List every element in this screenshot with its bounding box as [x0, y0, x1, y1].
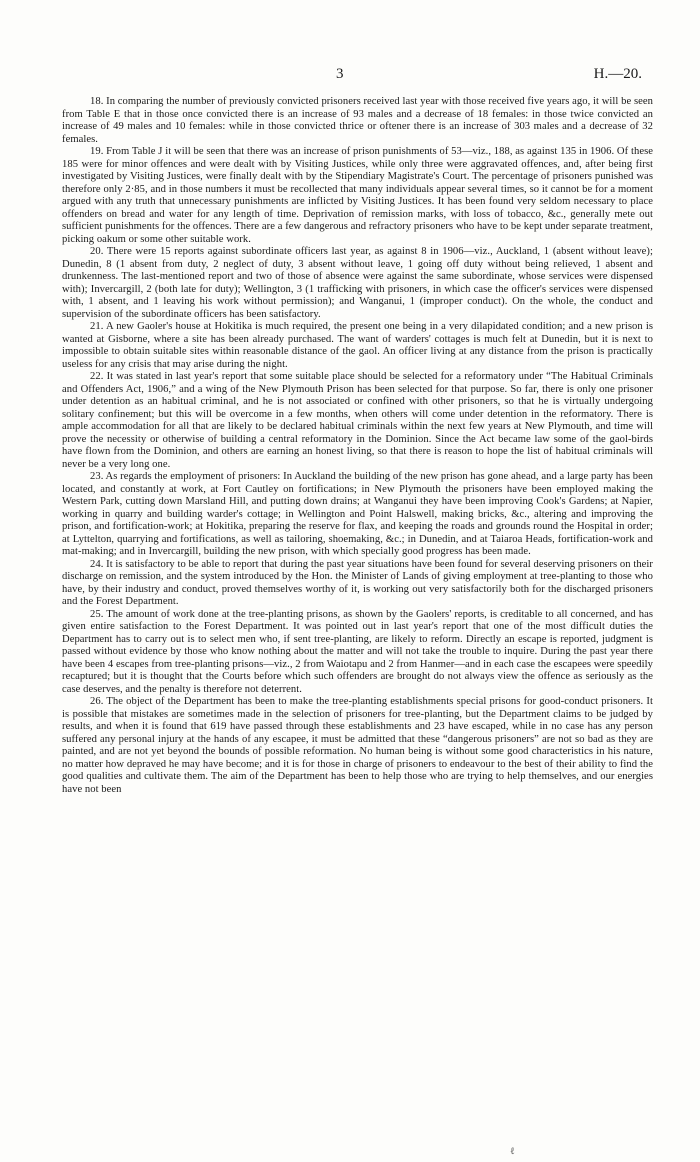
paragraph-26: 26. The object of the Department has been to make the tree-planting establishments special prisons for good-conduct prisoners. It is possible that mistakes are sometimes made in the selection of prisoners for tree-planting, but the Department claims to be judged by results, and when it is found that 619 have passed through these establishments and 23 have escaped, while in no case has any person suffered any personal injury at the hands of any escapee, it must be admitted that these “dangerous prisoners” are not so bad as they are painted, and are not yet beyond the bounds of possible reformation. No human being is without some good characteristics in his nature, no matter how depraved he may have become; and it is for those in charge of prisoners to endeavour to the best of their ability to find the good qualities and cultivate them. The aim of the Department has been to help those who are trying to help themselves, and our energies have not been [62, 696, 653, 795]
paragraph-21: 21. A new Gaoler's house at Hokitika is much required, the present one being in a very dilapidated condition; and a new prison is wanted at Gisborne, where a site has been already purchased. The want of warders' cottages is much felt at Dunedin, but it is next to impossible to obtain suitable sites within reasonable distance of the gaol. An officer living at any distance from the prison is practically useless for any crisis that may arise during the night. [62, 321, 653, 370]
stray-mark: ℓ [510, 1146, 515, 1157]
body-text [62, 96, 653, 796]
paragraph-23: 23. As regards the employment of prisoners: In Auckland the building of the new prison has gone ahead, and a large party has been located, and constantly at work, at Fort Cautley on fortifications; in New Plymouth the prisoners have been employed making the Western Park, cutting down Marsland Hill, and putting down drains; at Wanganui they have been improving Cook's Gardens; at Napier, working in quarry and building warder's cottage; in Wellington and Point Halswell, making bricks, &c., altering and improving the prison, and fortification-work; at Hokitika, preparing the reserve for flax, and keeping the roads and grounds round the Hospital in order; at Lyttelton, quarrying and fortifications, as well as tailoring, shoemaking, &c.; in Dunedin, and at Taiaroa Heads, fortification-work and mat-making; and in Invercargill, building the new prison, with which specially good progress has been made. [62, 471, 653, 557]
page-header [0, 66, 700, 86]
document-reference: H.—20. [593, 66, 642, 82]
paragraph-18: 18. In comparing the number of previously convicted prisoners received last year with those received five years ago, it will be seen from Table E that in those once convicted there is an increase of 93 males and a decrease of 18 females: in those twice convicted an increase of 49 males and 10 females: while in those convicted thrice or oftener there is an increase of 303 males and a decrease of 32 females. [62, 96, 653, 145]
paragraph-22: 22. It was stated in last year's report that some suitable place should be selected for a reformatory under “The Habitual Criminals and Offenders Act, 1906,” and a wing of the New Plymouth Prison has been selected for that purpose. So far, there is only one prisoner under detention as an habitual criminal, and he is not associated or confined with other prisoners, so that he is virtually undergoing solitary confinement; but this will be overcome in a few months, when others will come under detention in the reformatory. There is ample accommodation for all that are likely to be declared habitual criminals within the next few years at New Plymouth, and time will prove the necessity or otherwise of building a central reformatory in the Dominion. Since the Act became law some of the gaol-birds have flown from the Dominion, and others are earning an honest living, so that there is reason to hope the list of habitual criminals will never be a very long one. [62, 371, 653, 470]
paragraph-25: 25. The amount of work done at the tree-planting prisons, as shown by the Gaolers' reports, is creditable to all concerned, and has given entire satisfaction to the Forest Department. It was pointed out in last year's report that one of the most difficult duties the Department has to carry out is to select men who, if sent tree-planting, are likely to reform. Directly an escape is reported, judgment is passed without evidence by those who know nothing about the matter and will not take the trouble to inquire. During the past year there have been 4 escapes from tree-planting prisons—viz., 2 from Waiotapu and 2 from Hanmer—and in each case the escapees were speedily recaptured; but it is thought that the Courts before which such offenders are brought do not always view the offence as seriously as the case deserves, and the penalty is therefore not deterrent. [62, 608, 653, 695]
paragraph-24: 24. It is satisfactory to be able to report that during the past year situations have been found for several deserving prisoners on their discharge on remission, and the system introduced by the Hon. the Minister of Lands of giving employment at tree-planting to those who have, by their industry and conduct, proved themselves worthy of it, is working out very satisfactorily both for the discharged prisoners and the Forest Department. [62, 558, 653, 607]
page-number: 3 [336, 66, 344, 82]
paragraph-20: 20. There were 15 reports against subordinate officers last year, as against 8 in 1906—viz., Auckland, 1 (absent without leave); Dunedin, 8 (1 absent from duty, 2 neglect of duty, 3 absent without leave, 1 going off duty without being relieved, 1 absent and drunkenness. The last-mentioned report and two of those of absence were against the same subordinate, whose services were dispensed with); Invercargill, 2 (both late for duty); Wellington, 3 (1 trafficking with prisoners, in which case the officer's services were dispensed with, 1 absent, and 1 leaving his work without permission); and Wanganui, 1 (improper conduct). On the whole, the conduct and supervision of the subordinate officers has been satisfactory. [62, 246, 653, 320]
paragraph-19: 19. From Table J it will be seen that there was an increase of prison punishments of 53—viz., 188, as against 135 in 1906. Of these 185 were for minor offences and were dealt with by Visiting Justices, while only three were aggravated offences, and, after being first investigated by Visiting Justices, were finally dealt with by the Stipendiary Magistrate's Court. The percentage of prisoners punished was therefore only 2·85, and in those numbers it must be recollected that many individuals appear several times, so it cannot be for a moment argued with any truth that unnecessary punishments are inflicted by Visiting Justices. It has been found very seldom necessary to place offenders on bread and water for any length of time. Deprivation of remission marks, with loss of tobacco, &c., generally mete out sufficient punishments for the offences. There are a few dangerous and refractory prisoners who have to be kept under separate treatment, picking oakum or some other suitable work. [62, 146, 653, 245]
